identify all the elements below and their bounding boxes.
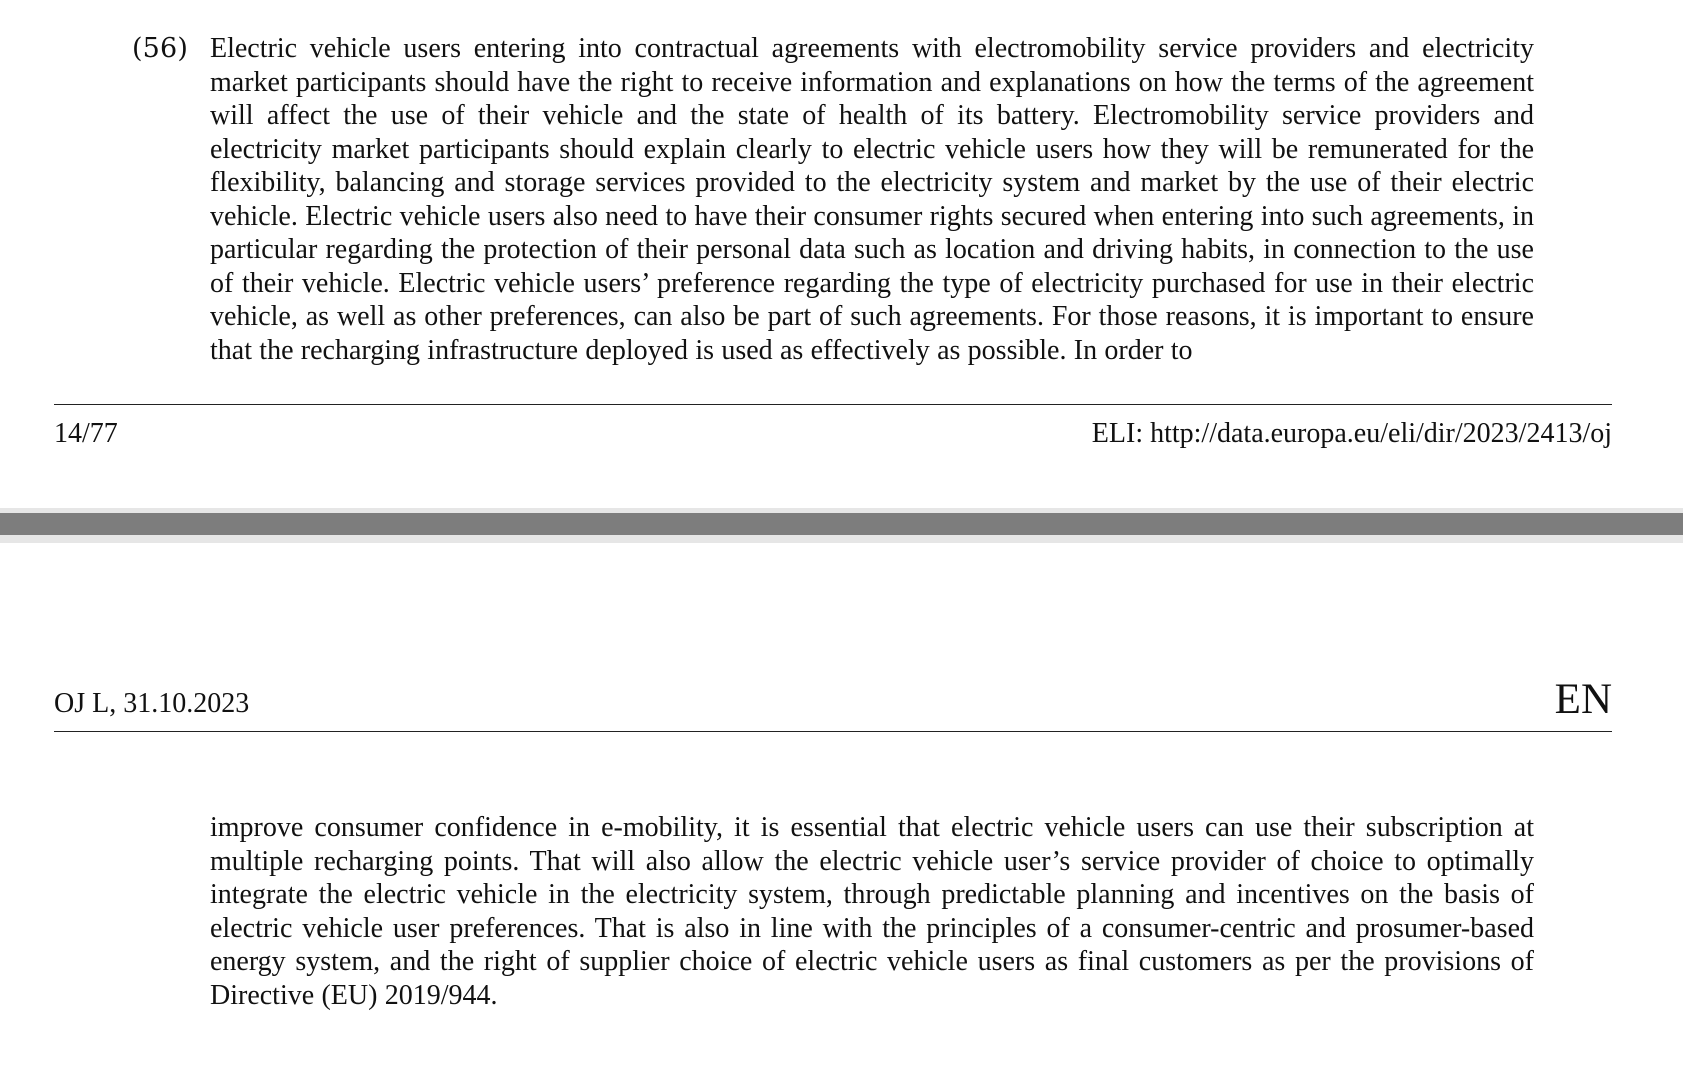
page-footer (54, 416, 1612, 452)
page-number: 14/77 (54, 418, 118, 449)
eli-reference: ELI: http://data.europa.eu/eli/dir/2023/2413/oj (1091, 418, 1612, 449)
recital-number: (56) (132, 33, 189, 64)
document-page-15 (0, 543, 1683, 1074)
page-separator (0, 508, 1683, 543)
document-page-14 (0, 0, 1683, 508)
footer-divider (54, 404, 1612, 405)
journal-reference: OJ L, 31.10.2023 (54, 688, 250, 719)
recital-text: Electric vehicle users entering into contractual agreements with electromobility service providers and electricity market participants should have the right to receive information and explanations on how the terms of the agreement will affect the use of their vehicle and the state of health of its battery. Electromobility service providers and electricity market participants should explain clearly to electric vehicle users how they will be remunerated for the flexibility, balancing and storage services provided to the electricity system and market by the use of their electric vehicle. Electric vehicle users also need to have their consumer rights secured when entering into such agreements, in particular regarding the protection of their personal data such as location and driving habits, in connection to the use of their vehicle. Electric vehicle users’ preference regarding the type of electricity purchased for use in their electric vehicle, as well as other preferences, can also be part of such agreements. For those reasons, it is important to ensure that the recharging infrastructure deployed is used as effectively as possible. In order to (210, 33, 1534, 366)
continued-recital-text: improve consumer confidence in e-mobility, it is essential that electric vehicle users can use their subscription at multiple recharging points. That will also allow the electric vehicle user’s service provider of choice to optimally integrate the electric vehicle in the electricity system, through predictable planning and incentives on the basis of electric vehicle user preferences. That is also in line with the principles of a consumer-centric and prosumer-based energy system, and the right of supplier choice of electric vehicle users as final customers as per the provisions of Directive (EU) 2019/944. (210, 812, 1534, 1011)
recital-56 (132, 32, 1534, 367)
header-divider (54, 731, 1612, 732)
page-header (54, 673, 1612, 723)
language-code: EN (1554, 676, 1612, 723)
page-gap-band (0, 513, 1683, 535)
